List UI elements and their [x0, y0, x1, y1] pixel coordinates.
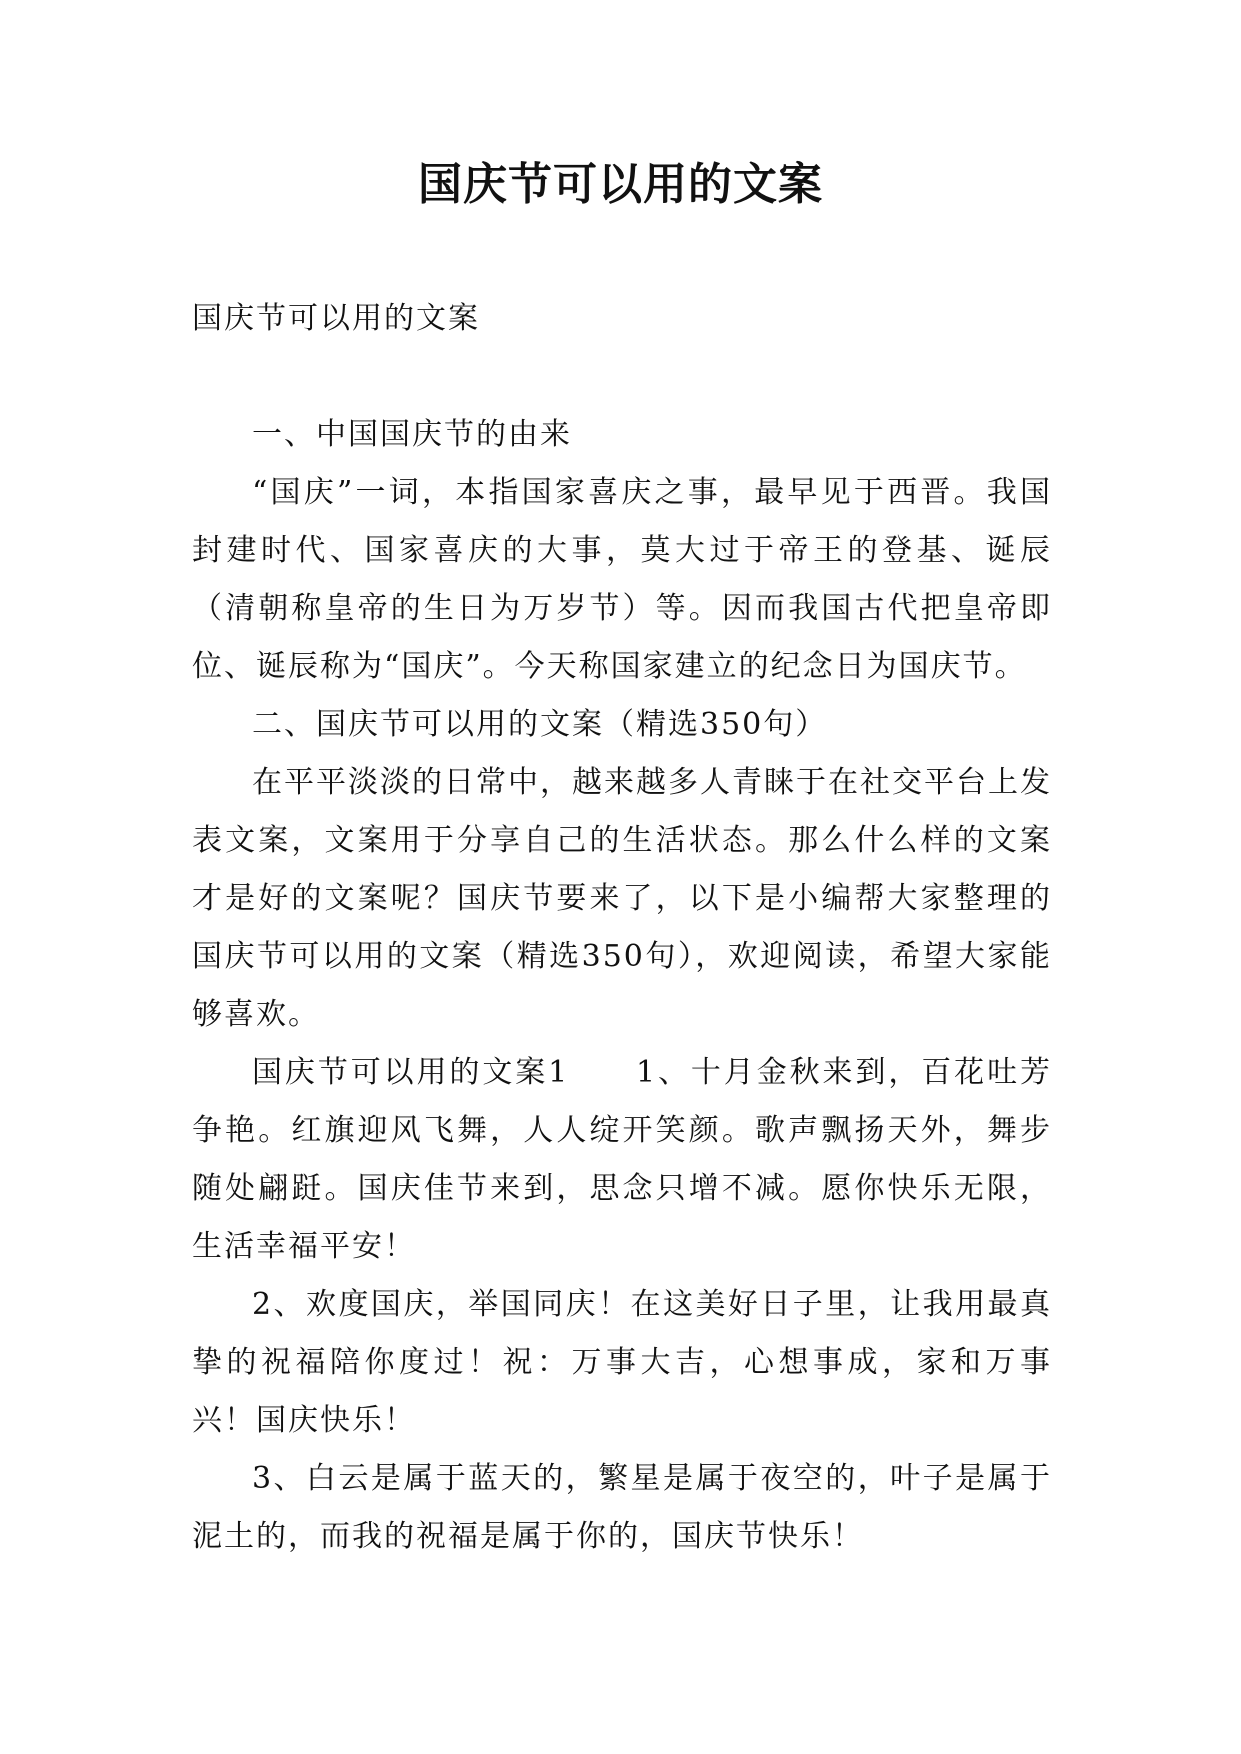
document-title: 国庆节可以用的文案	[418, 159, 823, 210]
paragraph-item-2: 2、欢度国庆，举国同庆！在这美好日子里，让我用最真挚的祝福陪你度过！祝：万事大吉，心想事成，家和万事兴！国庆快乐！	[192, 1287, 1052, 1438]
paragraph-section-two-heading: 二、国庆节可以用的文案（精选350句）	[252, 707, 828, 742]
paragraph-origin: “国庆”一词，本指国家喜庆之事，最早见于西晋。我国封建时代、国家喜庆的大事，莫大过于帝王的登基、诞辰（清朝称皇帝的生日为万岁节）等。因而我国古代把皇帝即位、诞辰称为“国庆”。今天称国家建立的纪念日为国庆节。	[192, 475, 1052, 684]
paragraph-section-one-heading: 一、中国国庆节的由来	[252, 417, 572, 452]
paragraph-intro: 在平平淡淡的日常中，越来越多人青睐于在社交平台上发表文案，文案用于分享自己的生活状态。那么什么样的文案才是好的文案呢？国庆节要来了，以下是小编帮大家整理的国庆节可以用的文案（精选350句），欢迎阅读，希望大家能够喜欢。	[192, 765, 1052, 1032]
paragraph-item-1: 国庆节可以用的文案1 1、十月金秋来到，百花吐芳争艳。红旗迎风飞舞，人人绽开笑颜。歌声飘扬天外，舞步随处翩跹。国庆佳节来到，思念只增不减。愿你快乐无限，生活幸福平安！	[192, 1055, 1052, 1264]
document-body	[192, 290, 1052, 1566]
paragraph-item-3: 3、白云是属于蓝天的，繁星是属于夜空的，叶子是属于泥土的，而我的祝福是属于你的，国庆节快乐！	[192, 1461, 1052, 1554]
document-subtitle: 国庆节可以用的文案	[192, 301, 480, 336]
